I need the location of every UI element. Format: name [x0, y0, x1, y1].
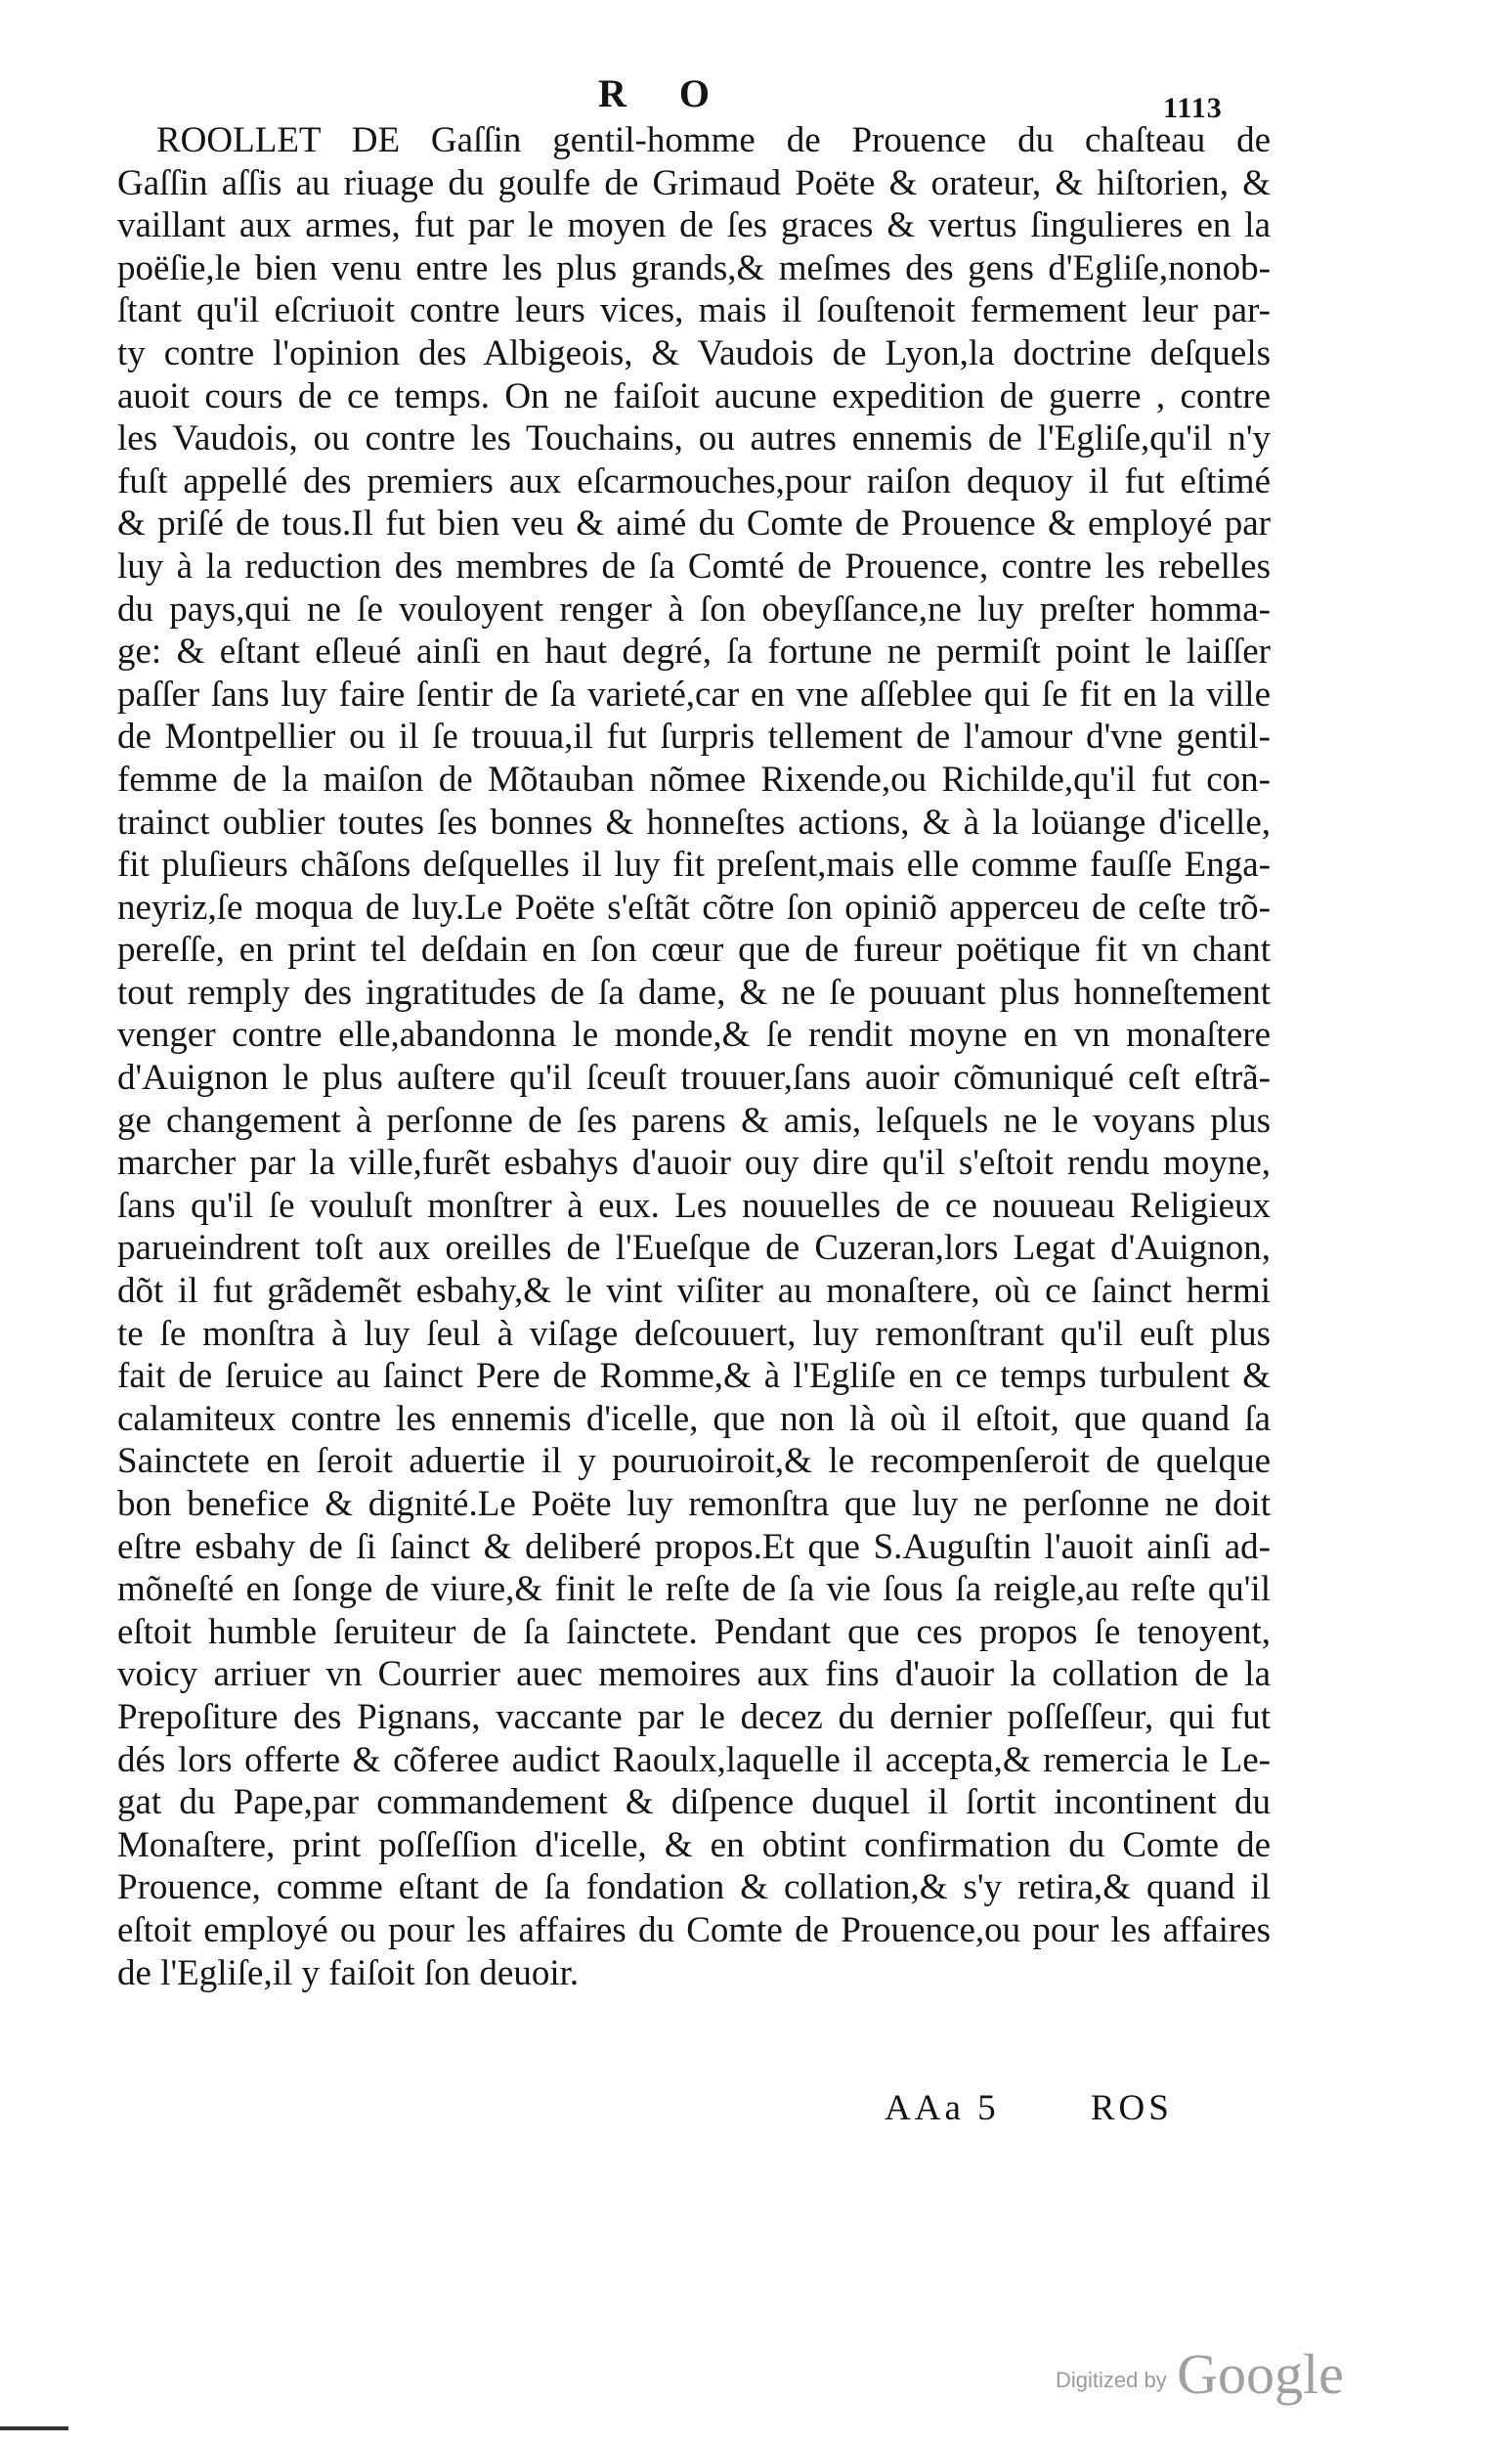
- text-line: paſſer ſans luy faire ſentir de ſa varieté,car en vne aſſeblee qui ſe fit en la ville: [117, 674, 1271, 715]
- text-line: neyriz,ſe moqua de luy.Le Poëte s'eſtãt cõtre ſon opiniõ apperceu de ceſte trõ-: [117, 887, 1271, 928]
- text-line: ge: & eſtant eſleué ainſi en haut degré, ſa fortune ne permiſt point le laiſſer: [117, 632, 1271, 673]
- text-line: du pays,qui ne ſe vouloyent renger à ſon obeyſſance,ne luy preſter homma-: [117, 589, 1271, 630]
- text-line: poëſie,le bien venu entre les plus grands,& meſmes des gens d'Egliſe,nonob-: [117, 247, 1271, 288]
- text-line: parueindrent toſt aux oreilles de l'Eueſque de Cuzeran,lors Legat d'Auignon,: [117, 1228, 1271, 1269]
- text-line: ſans qu'il ſe vouluſt monſtrer à eux. Les nouuelles de ce nouueau Religieux: [117, 1185, 1271, 1226]
- catchword: ROS: [1090, 2088, 1173, 2128]
- text-line: voicy arriuer vn Courrier auec memoires aux fins d'auoir la collation de la: [117, 1654, 1271, 1695]
- body-text: [117, 119, 1271, 1994]
- text-line: venger contre elle,abandonna le monde,& ſe rendit moyne en vn monaſtere: [117, 1015, 1271, 1056]
- text-line: de Montpellier ou il ſe trouua,il fut ſurpris tellement de l'amour d'vne gentil-: [117, 717, 1271, 758]
- text-line: ROOLLET DE Gaſſin gentil-homme de Prouence du chaſteau de: [156, 120, 1271, 160]
- text-line: eſtoit humble ſeruiteur de ſa ſainctete. Pendant que ces propos ſe tenoyent,: [117, 1611, 1271, 1652]
- text-line: vaillant aux armes, fut par le moyen de ſes graces & vertus ſingulieres en la: [117, 205, 1271, 246]
- text-line: tout remply des ingratitudes de ſa dame, & ne ſe pouuant plus honneſtement: [117, 972, 1271, 1013]
- text-line: calamiteux contre les ennemis d'icelle, que non là où il eſtoit, que quand ſa: [117, 1398, 1271, 1439]
- text-line: pereſſe, en print tel deſdain en ſon cœur que de fureur poëtique fit vn chant: [117, 930, 1271, 971]
- scan-edge-mark: [0, 2426, 68, 2430]
- digitized-watermark: [1056, 2341, 1344, 2407]
- text-line: mõneſté en ſonge de viure,& finit le reſte de ſa vie ſous ſa reigle,au reſte qu'il: [117, 1569, 1271, 1610]
- signature-line: [885, 2087, 1173, 2129]
- text-line: dés lors offerte & cõferee audict Raoulx,laquelle il accepta,& remercia le Le-: [117, 1739, 1271, 1780]
- text-line: de l'Egliſe,il y faiſoit ſon deuoir.: [117, 1952, 580, 1993]
- text-line: auoit cours de ce temps. On ne faiſoit aucune expedition de guerre , contre: [117, 375, 1271, 416]
- text-line: trainct oublier toutes ſes bonnes & honneſtes actions, & à la loüange d'icelle,: [117, 802, 1271, 843]
- text-line: fuſt appellé des premiers aux eſcarmouches,pour raiſon dequoy il fut eſtimé: [117, 460, 1271, 502]
- text-line: eſtoit employé ou pour les affaires du Comte de Prouence,ou pour les affaires: [117, 1909, 1271, 1950]
- text-line: Monaſtere, print poſſeſſion d'icelle, & en obtint confirmation du Comte de: [117, 1824, 1271, 1865]
- text-line: bon benefice & dignité.Le Poëte luy remonſtra que luy ne perſonne ne doit: [117, 1484, 1271, 1524]
- text-line: Prepoſiture des Pignans, vaccante par le decez du dernier poſſeſſeur, qui fut: [117, 1696, 1271, 1737]
- section-letters: R O: [598, 71, 731, 115]
- google-logo: Google: [1177, 2342, 1344, 2406]
- text-line: te ſe monſtra à luy ſeul à viſage deſcouuert, luy remonſtrant qu'il euſt plus: [117, 1313, 1271, 1354]
- text-line: gat du Pape,par commandement & diſpence duquel il ſortit incontinent du: [117, 1782, 1271, 1823]
- text-line: les Vaudois, ou contre les Touchains, ou autres ennemis de l'Egliſe,qu'il n'y: [117, 418, 1271, 459]
- text-line: luy à la reduction des membres de ſa Comté de Prouence, contre les rebelles: [117, 546, 1271, 587]
- text-line: marcher par la ville,furẽt esbahys d'auoir ouy dire qu'il s'eſtoit rendu moyne,: [117, 1143, 1271, 1184]
- text-line: eſtre esbahy de ſi ſainct & deliberé propos.Et que S.Auguſtin l'auoit ainſi ad-: [117, 1526, 1271, 1567]
- text-line: Prouence, comme eſtant de ſa fondation & collation,& s'y retira,& quand il: [117, 1867, 1271, 1908]
- text-line: ſtant qu'il eſcriuoit contre leurs vices, mais il ſouſtenoit fermement leur par-: [117, 290, 1271, 331]
- signature-mark: AAa 5: [885, 2088, 1000, 2128]
- text-line: & priſé de tous.Il fut bien veu & aimé du Comte de Prouence & employé par: [117, 503, 1271, 545]
- text-line: femme de la maiſon de Mõtauban nõmee Rixende,ou Richilde,qu'il fut con-: [117, 759, 1271, 800]
- text-line: fait de ſeruice au ſainct Pere de Romme,& à l'Egliſe en ce temps turbulent &: [117, 1356, 1271, 1397]
- digitized-by-text: Digitized by: [1056, 2368, 1167, 2392]
- text-line: fit pluſieurs chãſons deſquelles il luy fit preſent,mais elle comme fauſſe Enga-: [117, 845, 1271, 886]
- text-line: d'Auignon le plus auſtere qu'il ſceuſt trouuer,ſans auoir cõmuniqué ceſt eſtrã-: [117, 1058, 1271, 1099]
- page-number: 1113: [1163, 92, 1223, 124]
- text-line: dõt il fut grãdemẽt esbahy,& le vint viſiter au monaſtere, où ce ſainct hermi: [117, 1271, 1271, 1312]
- text-line: Sainctete en ſeroit aduertie il y pouruoiroit,& le recompenſeroit de quelque: [117, 1441, 1271, 1482]
- text-line: Gaſſin aſſis au riuage du goulfe de Grimaud Poëte & orateur, & hiſtorien, &: [117, 162, 1271, 203]
- text-line: ty contre l'opinion des Albigeois, & Vaudois de Lyon,la doctrine deſquels: [117, 332, 1271, 373]
- text-line: ge changement à perſonne de ſes parens & amis, leſquels ne le voyans plus: [117, 1100, 1271, 1141]
